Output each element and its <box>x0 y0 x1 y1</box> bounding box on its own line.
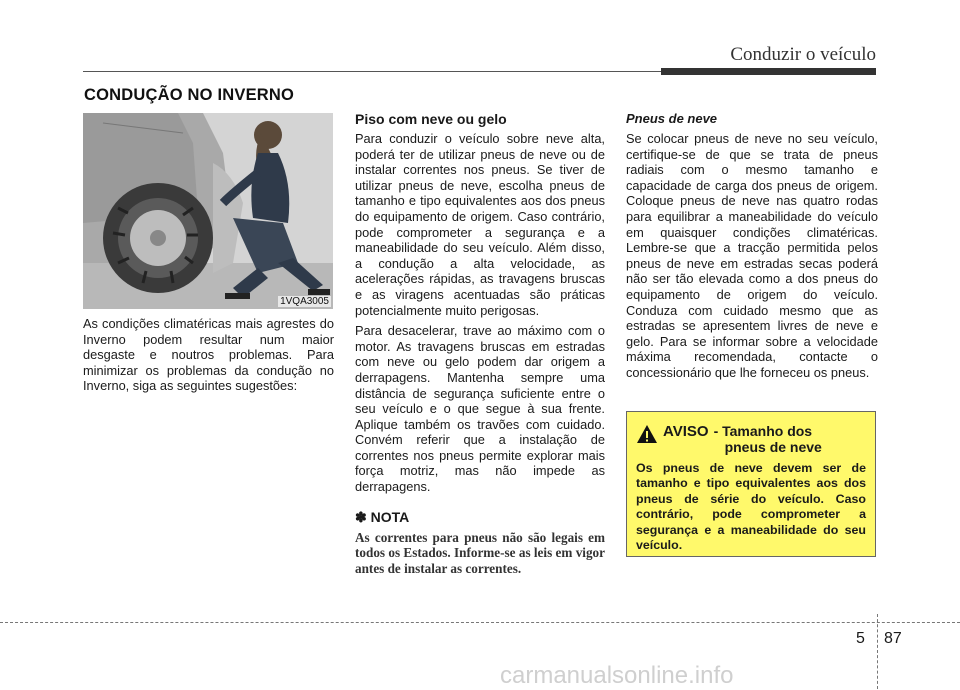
warning-triangle-icon <box>636 424 658 444</box>
winter-tire-illustration <box>83 113 333 309</box>
page-number: 87 <box>884 630 902 647</box>
watermark: carmanualsonline.info <box>500 662 734 689</box>
column-snow-tires <box>626 111 878 386</box>
warning-box <box>626 411 876 557</box>
chapter-number: 5 <box>856 630 865 647</box>
note-heading: ✽ NOTA <box>355 508 410 525</box>
warning-text: Os pneus de neve devem ser de tamanho e tipo equivalentes aos dos pneus de série do veículo. Caso contrário, pode comprometer a segurança e a maneabilidade do seu veículo. <box>636 461 866 553</box>
warning-header <box>636 423 866 455</box>
intro-paragraph: As condições climatéricas mais agrestes do Inverno podem resultar num maior desgaste e noutros problemas. Para minimizar os problemas da condução no Inverno, siga as seguintes sugestões: <box>83 316 334 394</box>
footer-rule <box>0 622 960 623</box>
snow-ice-paragraph-2: Para desacelerar, trave ao máximo com o motor. As travagens bruscas em estradas com neve ou gelo podem dar origem a derrapagens. Mantenha sempre uma distância de segurança suficiente entre o seu veículo e o que segue à sua frente. Aplique também os travões com cuidado. Convém referir que a instalação de correntes nos pneus permite explorar mais força motriz, mas não impede as derrapagens. <box>355 323 605 495</box>
snow-ice-paragraph-1: Para conduzir o veículo sobre neve alta, poderá ter de utilizar pneus de neve ou de instalar correntes nos pneus. Se tiver de utilizar pneus de neve, escolha pneus de tamanho e tipo equivalentes aos dos pneus do equipamento de origem. Caso contrário, pode comprometer a segurança e a maneabilidade do seu veículo. Além disso, a condução a alta velocidade, as acelerações rápidas, as travagens bruscas e as viragens acentuadas são práticas potencialmente muito perigosas. <box>355 131 605 318</box>
warning-label: AVISO <box>663 423 709 440</box>
page-number-separator <box>877 614 879 689</box>
snow-tires-heading: Pneus de neve <box>626 111 718 126</box>
note-text: As correntes para pneus não são legais em todos os Estados. Informe-se as leis em vigor antes de instalar as correntes. <box>355 529 605 577</box>
header-rule-thick <box>661 68 876 75</box>
woman-checking-tire-image <box>83 113 333 309</box>
warning-title-line-1: - Tamanho dos <box>713 423 813 439</box>
column-snow-ice <box>355 111 605 577</box>
warning-title-line-2: pneus de neve <box>724 439 822 455</box>
warning-title <box>714 423 822 455</box>
header-rule <box>83 71 661 72</box>
chapter-title: Conduzir o veículo <box>730 44 876 65</box>
figure-code: 1VQA3005 <box>280 296 329 307</box>
snow-ice-heading: Piso com neve ou gelo <box>355 111 507 127</box>
section-title: CONDUÇÃO NO INVERNO <box>84 86 295 104</box>
snow-tires-paragraph: Se colocar pneus de neve no seu veículo, certifique-se de que se trata de pneus radiais com o mesmo tamanho e capacidade de carga dos pneus de origem. Coloque pneus de neve nas quatro rodas para equilibrar a maneabilidade do veículo em quaisquer condições climatéricas. Lembre-se que a tracção permitida pelos pneus de neve em estradas secas poderá não ser tão elevada como a dos pneus do equipamento de origem do veículo. Conduza com cuidado mesmo que as estradas se apresentem livres de neve e gelo. Para se informar sobre a velocidade máxima recomendada, contacte o concessionário que lhe forneceu os pneus. <box>626 131 878 380</box>
